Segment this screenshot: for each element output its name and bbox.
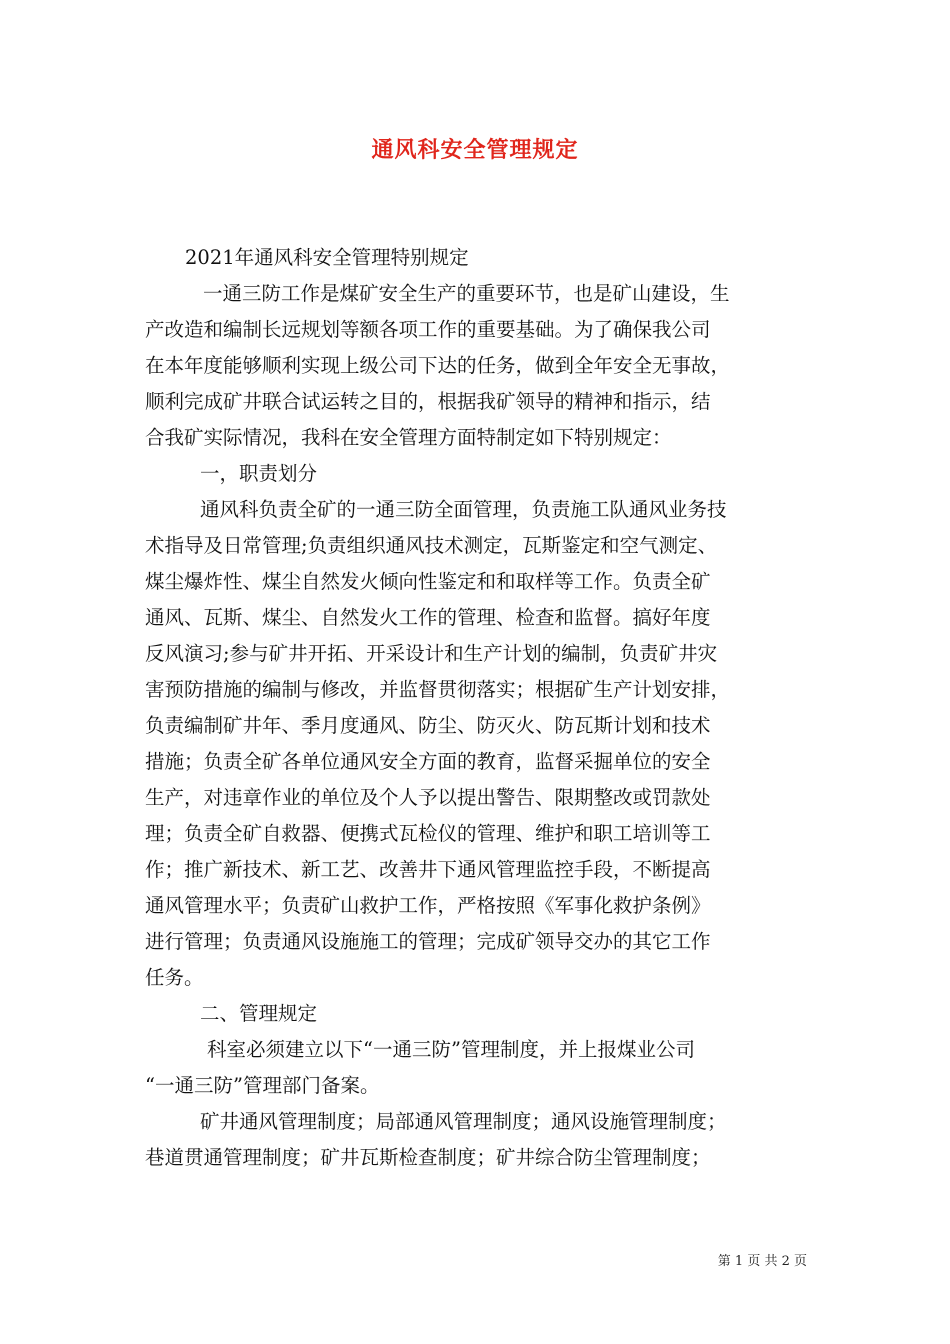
paragraph-line: 通风科负责全矿的一通三防全面管理，负责施工队通风业务技 bbox=[200, 498, 727, 521]
paragraph-line: 矿井通风管理制度；局部通风管理制度；通风设施管理制度； bbox=[200, 1110, 727, 1133]
paragraph-line: 措施；负责全矿各单位通风安全方面的教育，监督采掘单位的安全 bbox=[145, 750, 711, 773]
paragraph-line: 科室必须建立以下“一通三防”管理制度，并上报煤业公司 bbox=[207, 1038, 695, 1061]
paragraph-line: 通风管理水平；负责矿山救护工作，严格按照《军事化救护条例》 bbox=[145, 894, 711, 917]
document-body bbox=[145, 240, 805, 1176]
paragraph-line: 合我矿实际情况，我科在安全管理方面特制定如下特别规定： bbox=[145, 426, 672, 449]
paragraph-line: 顺利完成矿井联合试运转之目的，根据我矿领导的精神和指示，结 bbox=[145, 390, 711, 413]
paragraph-line: 煤尘爆炸性、煤尘自然发火倾向性鉴定和和取样等工作。负责全矿 bbox=[145, 570, 711, 593]
paragraph-line: 作；推广新技术、新工艺、改善井下通风管理监控手段，不断提高 bbox=[145, 858, 711, 881]
page-number bbox=[718, 1250, 807, 1269]
paragraph-line: 生产，对违章作业的单位及个人予以提出警告、限期整改或罚款处 bbox=[145, 786, 711, 809]
paragraph-line: 理；负责全矿自救器、便携式瓦检仪的管理、维护和职工培训等工 bbox=[145, 822, 711, 845]
paragraph-line: 产改造和编制长远规划等额各项工作的重要基础。为了确保我公司 bbox=[145, 318, 711, 341]
paragraph-line: 巷道贯通管理制度；矿井瓦斯检查制度；矿井综合防尘管理制度； bbox=[145, 1146, 711, 1169]
paragraph-line: 进行管理；负责通风设施施工的管理；完成矿领导交办的其它工作 bbox=[145, 930, 711, 953]
paragraph-line: 害预防措施的编制与修改，并监督贯彻落实；根据矿生产计划安排， bbox=[145, 678, 731, 701]
paragraph-line: 通风、瓦斯、煤尘、自然发火工作的管理、检查和监督。搞好年度 bbox=[145, 606, 711, 629]
section-heading: 二、管理规定 bbox=[200, 1002, 318, 1025]
paragraph-line: 在本年度能够顺利实现上级公司下达的任务，做到全年安全无事故， bbox=[145, 354, 731, 377]
paragraph-line: 任务。 bbox=[145, 966, 204, 989]
paragraph-line: 术指导及日常管理;负责组织通风技术测定，瓦斯鉴定和空气测定、 bbox=[145, 534, 718, 557]
document-title: 通风科安全管理规定 bbox=[371, 137, 579, 163]
section-heading: 一，职责划分 bbox=[200, 462, 318, 485]
page-number-label: 第 1 页 共 2 页 bbox=[717, 1254, 807, 1269]
paragraph-line: 一通三防工作是煤矿安全生产的重要环节，也是矿山建设，生 bbox=[203, 282, 730, 305]
paragraph-line: 反风演习;参与矿井开拓、开采设计和生产计划的编制，负责矿井灾 bbox=[145, 642, 718, 665]
subtitle-line: 2021年通风科安全管理特别规定 bbox=[185, 246, 469, 269]
paragraph-line: 负责编制矿井年、季月度通风、防尘、防灭火、防瓦斯计划和技术 bbox=[145, 714, 711, 737]
paragraph-line: “一通三防”管理部门备案。 bbox=[145, 1074, 380, 1097]
